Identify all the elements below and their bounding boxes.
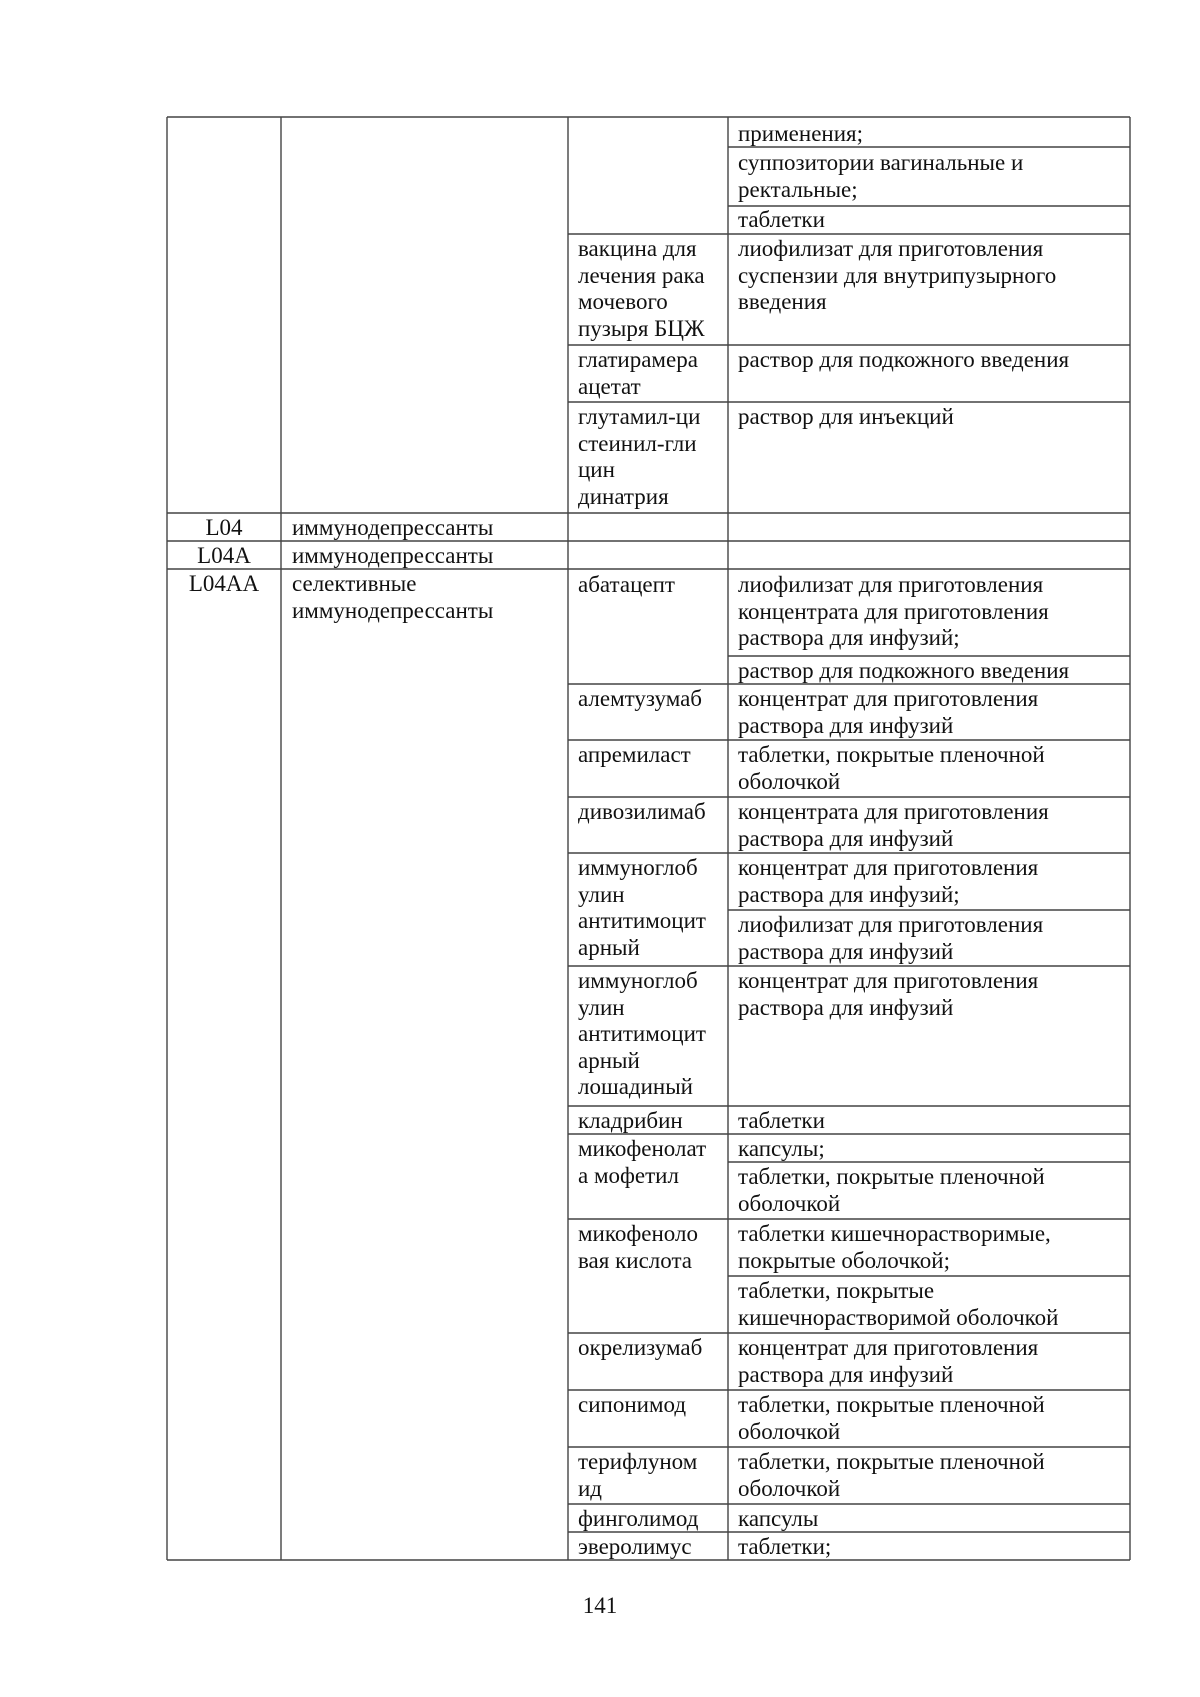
substance-cell: апремиласт <box>578 742 691 767</box>
substance-cell: иммуноглоб улин антитимоцит арный <box>578 855 706 960</box>
form-cell: раствор для подкожного введения <box>738 347 1070 372</box>
substance-cell: сипонимод <box>578 1392 687 1417</box>
substance-cell: микофенолат а мофетил <box>578 1136 707 1188</box>
form-cell: применения; <box>738 121 863 146</box>
form-cell: капсулы; <box>738 1136 825 1161</box>
atc-code: L04AA <box>188 571 260 596</box>
substance-cell: окрелизумаб <box>578 1335 703 1360</box>
form-cell: таблетки, покрытые кишечнорастворимой оболочкой <box>738 1278 1059 1330</box>
form-cell: таблетки, покрытые пленочной оболочкой <box>738 1392 1045 1444</box>
substance-cell: глутамил-ци стеинил-гли цин динатрия <box>578 404 701 509</box>
substance-cell: кладрибин <box>578 1108 683 1133</box>
form-cell: таблетки, покрытые пленочной оболочкой <box>738 1164 1045 1216</box>
form-cell: таблетки кишечнорастворимые, покрытые оболочкой; <box>738 1221 1051 1273</box>
form-cell: суппозитории вагинальные и ректальные; <box>738 150 1024 202</box>
form-cell: таблетки, покрытые пленочной оболочкой <box>738 742 1045 794</box>
substance-cell: вакцина для лечения рака мочевого пузыря БЦЖ <box>578 236 705 341</box>
substance-cell: эверолимус <box>578 1534 692 1559</box>
substance-cell: абатацепт <box>578 572 675 597</box>
substance-cell: финголимод <box>578 1506 699 1531</box>
form-cell: лиофилизат для приготовления суспензии для внутрипузырного введения <box>738 236 1057 314</box>
atc-code: L04 <box>205 515 243 540</box>
form-cell: раствор для инъекций <box>738 404 954 429</box>
form-cell: концентрат для приготовления раствора для инфузий <box>738 1335 1039 1387</box>
form-cell: таблетки; <box>738 1534 832 1559</box>
page-number: 141 <box>582 1593 618 1618</box>
substance-cell: глатирамера ацетат <box>578 347 698 399</box>
form-cell: таблетки, покрытые пленочной оболочкой <box>738 1449 1045 1501</box>
group-title: иммунодепрессанты <box>292 543 494 568</box>
form-cell: раствор для подкожного введения <box>738 658 1070 683</box>
form-cell: лиофилизат для приготовления раствора для инфузий <box>738 912 1044 964</box>
atc-code: L04A <box>197 543 251 568</box>
form-cell: лиофилизат для приготовления концентрата для приготовления раствора для инфузий; <box>738 572 1049 650</box>
form-cell: таблетки <box>738 1108 825 1133</box>
substance-cell: терифлуном ид <box>578 1449 698 1501</box>
form-cell: концентрат для приготовления раствора для инфузий <box>738 968 1039 1020</box>
substance-cell: микофеноло вая кислота <box>578 1221 698 1273</box>
form-cell: таблетки <box>738 207 825 232</box>
group-title: иммунодепрессанты <box>292 515 494 540</box>
substance-cell: алемтузумаб <box>578 686 703 711</box>
form-cell: концентрат для приготовления раствора для инфузий; <box>738 855 1039 907</box>
substance-cell: иммуноглоб улин антитимоцит арный лошадиный <box>578 968 706 1099</box>
form-cell: концентрат для приготовления раствора для инфузий <box>738 686 1039 738</box>
form-cell: концентрата для приготовления раствора для инфузий <box>738 799 1049 851</box>
form-cell: капсулы <box>738 1506 819 1531</box>
group-title: селективные иммунодепрессанты <box>292 571 494 623</box>
substance-cell: дивозилимаб <box>578 799 706 824</box>
